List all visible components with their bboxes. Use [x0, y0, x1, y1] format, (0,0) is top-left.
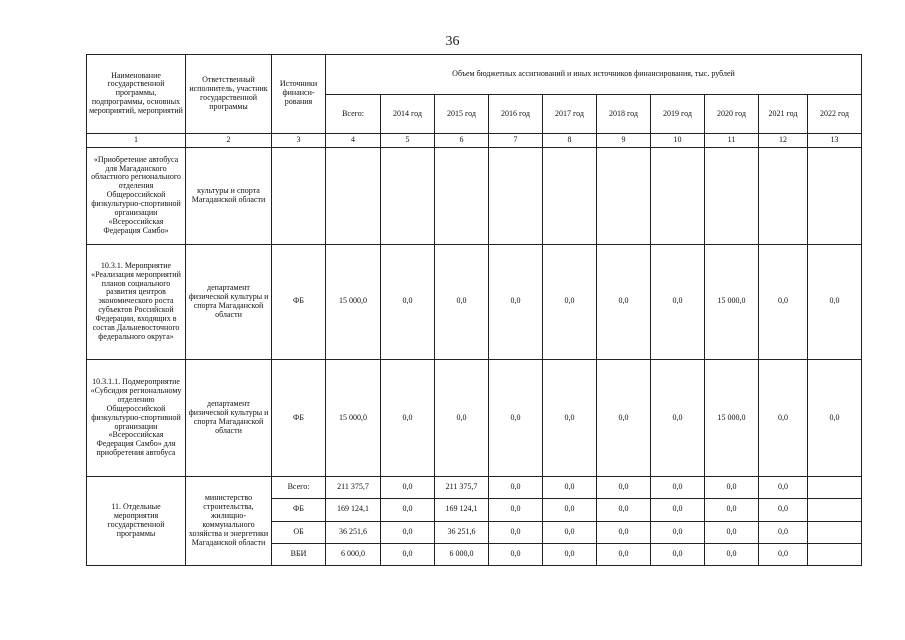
empty-cell	[326, 147, 381, 244]
value-cell: 0,0	[489, 477, 543, 499]
source-cell: Всего:	[272, 477, 326, 499]
executor-cell: департамент физической культуры и спорта Магаданской области	[186, 359, 272, 476]
empty-cell	[597, 147, 651, 244]
table-row	[87, 244, 862, 359]
value-cell: 0,0	[651, 477, 705, 499]
value-cell: 0,0	[705, 477, 759, 499]
value-cell: 0,0	[651, 543, 705, 565]
column-number: 1	[87, 133, 186, 147]
value-cell: 15 000,0	[705, 359, 759, 476]
column-number: 2	[186, 133, 272, 147]
value-cell: 0,0	[705, 543, 759, 565]
empty-cell	[435, 147, 489, 244]
value-cell: 0,0	[489, 244, 543, 359]
value-cell: 0,0	[489, 521, 543, 543]
total-cell: 211 375,7	[326, 477, 381, 499]
program-name-cell: 10.3.1. Мероприятие «Реализация мероприятий планов социального развития центров экономического роста субъектов Российской Федерации, входящих в состав Дальневосточного федерального округа»	[87, 244, 186, 359]
header-year: 2018 год	[597, 95, 651, 133]
source-cell: ФБ	[272, 359, 326, 476]
executor-cell: департамент физической культуры и спорта Магаданской области	[186, 244, 272, 359]
header-volume: Объем бюджетных ассигнований и иных источников финансирования, тыс. рублей	[326, 55, 862, 95]
value-cell: 0,0	[651, 359, 705, 476]
source-cell: ФБ	[272, 499, 326, 521]
value-cell: 0,0	[597, 499, 651, 521]
column-number: 4	[326, 133, 381, 147]
value-cell: 0,0	[381, 543, 435, 565]
value-cell: 0,0	[543, 499, 597, 521]
value-cell: 0,0	[381, 359, 435, 476]
table-row	[87, 477, 862, 499]
empty-cell	[808, 147, 862, 244]
value-cell: 0,0	[435, 244, 489, 359]
value-cell: 0,0	[489, 543, 543, 565]
value-cell: 0,0	[705, 499, 759, 521]
column-number: 6	[435, 133, 489, 147]
header-source: Источники финанси-рования	[272, 55, 326, 134]
value-cell: 0,0	[651, 521, 705, 543]
table-row	[87, 147, 862, 244]
total-cell: 36 251,6	[326, 521, 381, 543]
value-cell: 0,0	[543, 477, 597, 499]
value-cell: 0,0	[597, 543, 651, 565]
column-number: 5	[381, 133, 435, 147]
value-cell: 0,0	[597, 244, 651, 359]
value-cell: 0,0	[705, 521, 759, 543]
total-cell: 15 000,0	[326, 359, 381, 476]
value-cell: 6 000,0	[435, 543, 489, 565]
total-cell: 169 124,1	[326, 499, 381, 521]
value-cell: 0,0	[381, 477, 435, 499]
value-cell: 0,0	[759, 543, 808, 565]
source-cell: ВБИ	[272, 543, 326, 565]
value-cell: 0,0	[543, 521, 597, 543]
total-cell: 15 000,0	[326, 244, 381, 359]
value-cell: 0,0	[651, 244, 705, 359]
header-year: 2014 год	[381, 95, 435, 133]
value-cell: 0,0	[759, 477, 808, 499]
section-name-cell: 11. Отдельные мероприятия государственной программы	[87, 477, 186, 566]
column-number: 12	[759, 133, 808, 147]
column-number: 9	[597, 133, 651, 147]
budget-table	[86, 54, 862, 566]
source-cell: ОБ	[272, 521, 326, 543]
value-cell: 0,0	[381, 521, 435, 543]
header-year: 2020 год	[705, 95, 759, 133]
value-cell: 0,0	[597, 477, 651, 499]
value-cell: 0,0	[808, 359, 862, 476]
value-cell: 0,0	[543, 244, 597, 359]
value-cell: 0,0	[759, 499, 808, 521]
value-cell: 0,0	[651, 499, 705, 521]
column-number: 8	[543, 133, 597, 147]
value-cell: 0,0	[759, 359, 808, 476]
empty-cell	[543, 147, 597, 244]
value-cell: 0,0	[489, 359, 543, 476]
empty-cell	[808, 521, 862, 543]
empty-cell	[489, 147, 543, 244]
header-year: 2021 год	[759, 95, 808, 133]
header-year: 2017 год	[543, 95, 597, 133]
value-cell: 0,0	[543, 543, 597, 565]
table-row	[87, 359, 862, 476]
value-cell: 0,0	[381, 244, 435, 359]
column-number: 7	[489, 133, 543, 147]
value-cell: 0,0	[543, 359, 597, 476]
source-cell: ФБ	[272, 244, 326, 359]
value-cell: 169 124,1	[435, 499, 489, 521]
header-year: 2022 год	[808, 95, 862, 133]
section-executor-cell: министерство строительства, жилищно-коммунального хозяйства и энергетики Магаданской области	[186, 477, 272, 566]
value-cell: 211 375,7	[435, 477, 489, 499]
empty-cell	[808, 499, 862, 521]
value-cell: 36 251,6	[435, 521, 489, 543]
column-number: 3	[272, 133, 326, 147]
header-total: Всего:	[326, 95, 381, 133]
value-cell: 0,0	[759, 521, 808, 543]
header-year: 2019 год	[651, 95, 705, 133]
empty-cell	[808, 543, 862, 565]
value-cell: 15 000,0	[705, 244, 759, 359]
page-number: 36	[445, 34, 460, 49]
value-cell: 0,0	[597, 521, 651, 543]
empty-cell	[651, 147, 705, 244]
value-cell: 0,0	[489, 499, 543, 521]
empty-cell	[705, 147, 759, 244]
header-program: Наименование государственной программы, подпрограммы, основных мероприятий, мероприятий	[87, 55, 186, 134]
program-name-cell: 10.3.1.1. Подмероприятие «Субсидия региональному отделению Общероссийской физкультурно-спортивной организации «Всероссийская Федерация Самбо» для приобретения автобуса	[87, 359, 186, 476]
empty-cell	[759, 147, 808, 244]
column-number: 10	[651, 133, 705, 147]
value-cell: 0,0	[597, 359, 651, 476]
header-executor: Ответственный исполнитель, участник государственной программы	[186, 55, 272, 134]
header-year: 2016 год	[489, 95, 543, 133]
executor-cell: культуры и спорта Магаданской области	[186, 147, 272, 244]
empty-cell	[381, 147, 435, 244]
empty-cell	[808, 477, 862, 499]
value-cell: 0,0	[381, 499, 435, 521]
column-number: 11	[705, 133, 759, 147]
program-name-cell: «Приобретение автобуса для Магаданского областного регионального отделения Общероссийской физкультурно-спортивной организации «Всероссийская Федерация Самбо»	[87, 147, 186, 244]
value-cell: 0,0	[808, 244, 862, 359]
header-year: 2015 год	[435, 95, 489, 133]
column-number: 13	[808, 133, 862, 147]
total-cell: 6 000,0	[326, 543, 381, 565]
value-cell: 0,0	[759, 244, 808, 359]
empty-cell	[272, 147, 326, 244]
value-cell: 0,0	[435, 359, 489, 476]
